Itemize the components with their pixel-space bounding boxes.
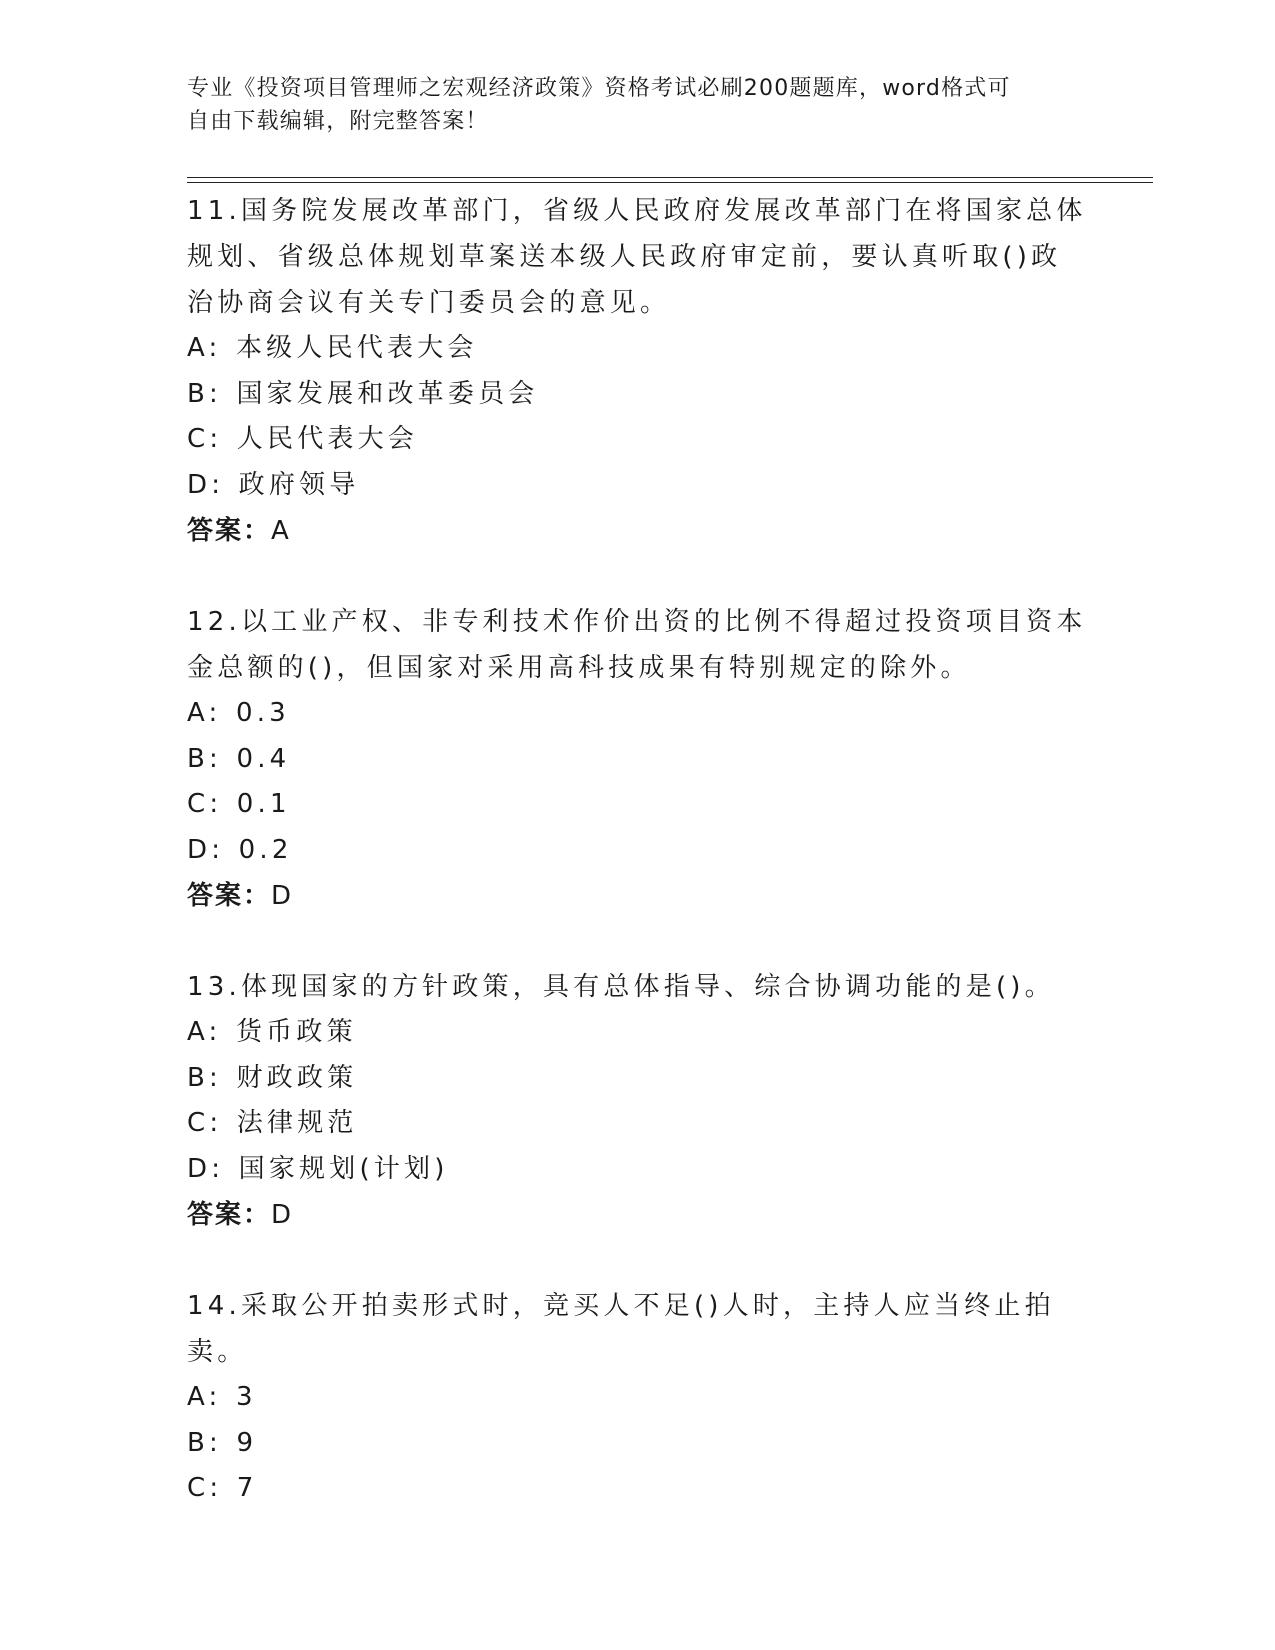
- answer-line: 答案：D: [187, 881, 294, 911]
- question-stem: 12.以工业产权、非专利技术作价出资的比例不得超过投资项目资本金总额的()，但国家对采用高科技成果有特别规定的除外。: [187, 607, 1087, 683]
- header-line-1: 专业《投资项目管理师之宏观经济政策》资格考试必刷200题题库，word格式可: [187, 76, 1011, 101]
- option-a: A: 0.3: [187, 698, 290, 728]
- document-header: [187, 72, 1067, 138]
- header-rule-bottom: [187, 182, 1153, 183]
- question-11: [187, 188, 1087, 554]
- option-b: B: 国家发展和改革委员会: [187, 378, 539, 409]
- header-line-2: 自由下载编辑，附完整答案！: [187, 109, 489, 134]
- option-c: C: 0.1: [187, 789, 291, 819]
- option-a: A: 本级人民代表大会: [187, 333, 478, 363]
- question-14: [187, 1283, 1087, 1512]
- question-list: [187, 188, 1087, 1512]
- question-stem: 13.体现国家的方针政策，具有总体指导、综合协调功能的是()。: [187, 972, 1055, 1002]
- answer-value: A: [271, 516, 291, 546]
- option-a: A: 3: [187, 1382, 257, 1412]
- answer-line: 答案：D: [187, 1200, 294, 1230]
- option-d: D: 国家规划(计划): [187, 1153, 449, 1184]
- option-b: B: 财政政策: [187, 1062, 358, 1093]
- question-13: [187, 964, 1087, 1238]
- option-a: A: 货币政策: [187, 1017, 357, 1047]
- question-stem: 11.国务院发展改革部门，省级人民政府发展改革部门在将国家总体规划、省级总体规划草案送本级人民政府审定前，要认真听取()政治协商会议有关专门委员会的意见。: [187, 196, 1087, 318]
- answer-value: D: [271, 1200, 294, 1230]
- option-c: C: 法律规范: [187, 1108, 358, 1138]
- header-rule-top: [187, 177, 1153, 178]
- option-c: C: 人民代表大会: [187, 424, 418, 454]
- question-stem: 14.采取公开拍卖形式时，竞买人不足()人时，主持人应当终止拍卖。: [187, 1291, 1055, 1367]
- option-c: C: 7: [187, 1473, 258, 1503]
- answer-line: 答案：A: [187, 516, 291, 546]
- option-d: D: 政府领导: [187, 469, 360, 500]
- option-b: B: 0.4: [187, 743, 291, 774]
- option-d: D: 0.2: [187, 834, 293, 865]
- answer-value: D: [271, 881, 294, 911]
- option-b: B: 9: [187, 1427, 258, 1458]
- question-12: [187, 599, 1087, 919]
